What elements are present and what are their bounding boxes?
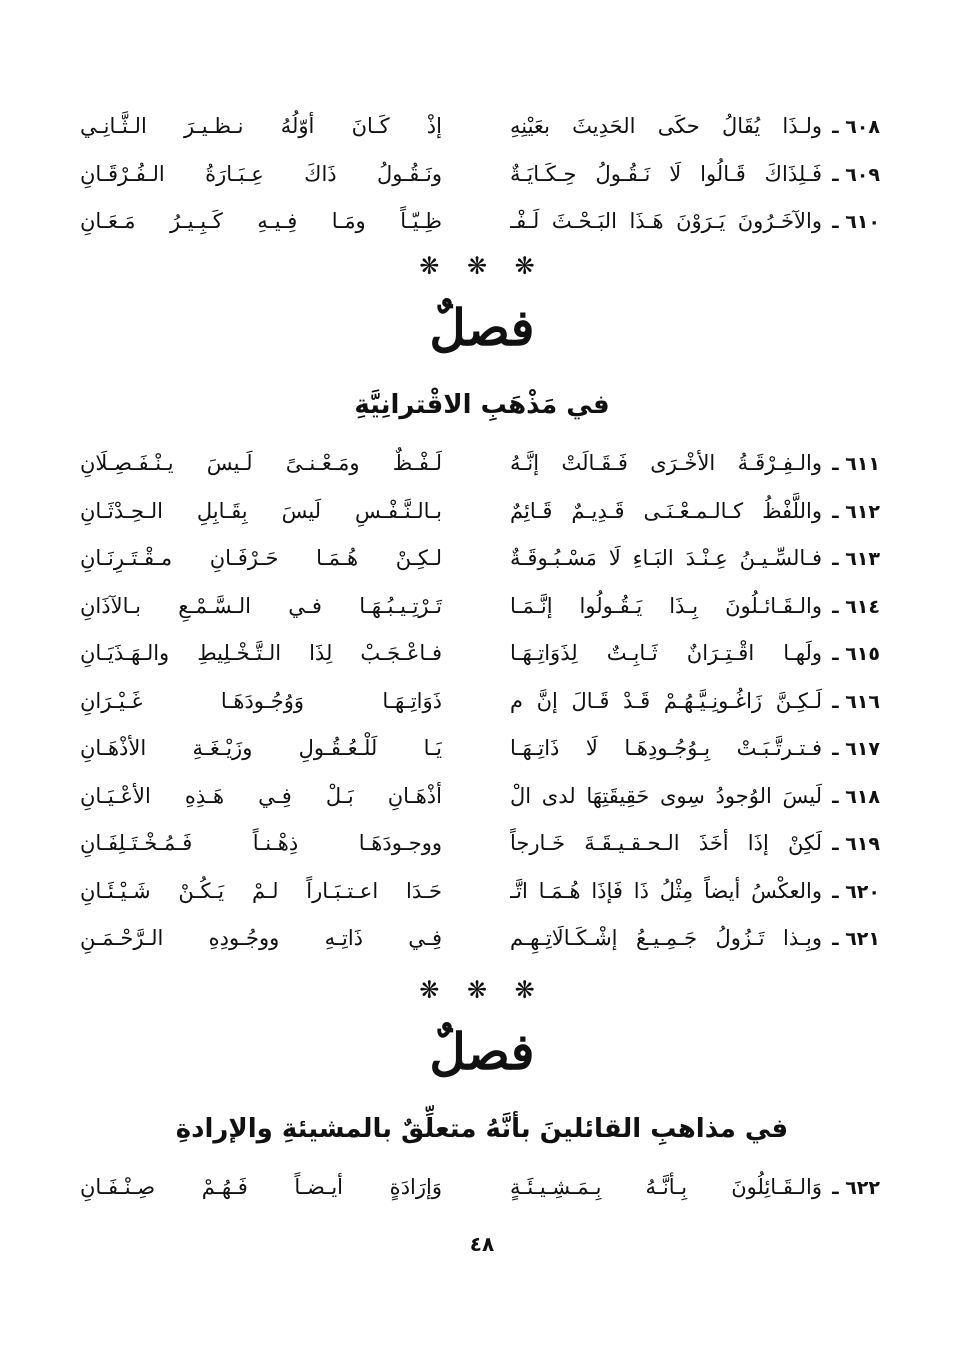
verse-second-hemistich: أذْهَـانِ بَـلْ فِـي هَـذِهِ الأعْـيَـانِ — [80, 783, 442, 808]
verse-second-hemistich: يَـا لَلْـعُـقُـولِ وزَيْـغَـةِ الأذْهَـانِ — [80, 736, 442, 760]
verse-622 — [80, 1164, 880, 1212]
verse-second-hemistich: لـكِـنْ هُـمَـا حَـرْفَـانِ مـقْـتَـرِنَـانِ — [80, 546, 442, 570]
verse-number: ٦١٧ ـ — [832, 738, 880, 760]
verse-block-2 — [80, 440, 880, 963]
verse-first-hemistich: لَيسَ الوُجودُ سِوى حَقِيقَتِهَا لدى الْ — [510, 783, 822, 808]
verse-second-hemistich: ذَوَاتِـهَـا وَوُجُـودَهَـا غَـيْـرَانِ — [80, 688, 442, 713]
verse-first-hemistich: والـقَـائـلُونَ بِـذَا يَـقُـولُوا إنَّـمَـا — [510, 593, 822, 618]
section-separator-stars: ❋ ❋ ❋ — [419, 976, 545, 1004]
verse-613 — [80, 535, 880, 583]
verse-second-hemistich: بـالـنَّـفْـسِ لَيسَ بِقَـابِلِ الـحِـدْثَـانِ — [80, 498, 442, 523]
verse-number: ٦١٦ ـ — [832, 690, 880, 713]
verse-621 — [80, 915, 880, 963]
verse-first-hemistich: لَكِنْ إذَا أخَذَ الـحـقـيـقَـةَ خَـارجاً — [510, 831, 822, 855]
verse-block-1 — [80, 103, 880, 246]
verse-second-hemistich: تَـرْتِـيـبُـهَـا فـي الـسَّـمْـعِ بـالآذَانِ — [80, 593, 442, 618]
verse-617 — [80, 725, 880, 773]
verse-608 — [80, 103, 880, 151]
verse-first-hemistich: وَالـقَـائِلُونَ بِـأنَّـهُ بِـمَـشِـيـئَـةٍ — [510, 1175, 822, 1199]
verse-second-hemistich: إذْ كَـانَ أوّلُهُ نـظـيـرَ الـثَّـانِـي — [80, 114, 442, 138]
verse-first-hemistich: واللَّفْظُ كـالـمـعْـنَـى قَـدِيـمٌ قَـائِمٌ — [510, 498, 822, 523]
section-heading-fasl: فصلٌ — [429, 1022, 535, 1081]
verse-number: ٦٢٠ ـ — [832, 880, 880, 903]
verse-first-hemistich: فَـلِذَاكَ قَـالُوا لَا نَـقُـولُ حِـكَـايَـةٌ — [510, 161, 822, 186]
verse-second-hemistich: ونَـقُـولُ ذَاكَ عِـبَـارَةُ الـفُـرْقَـانِ — [80, 161, 442, 186]
verse-number: ٦١١ ـ — [832, 453, 880, 475]
verse-first-hemistich: والآخَـرُونَ يَـرَوْنَ هَـذَا البَـحْـثَ لَـفْـ — [510, 209, 822, 233]
verse-612 — [80, 488, 880, 536]
verse-first-hemistich: ولَهـا اقْـتِـرَانٌ ثَـابِـتٌ لِذَوَاتِـهَـا — [510, 641, 822, 665]
verse-number: ٦١٢ ـ — [832, 500, 880, 523]
verse-615 — [80, 630, 880, 678]
verse-number: ٦١٣ ـ — [832, 548, 880, 570]
verse-number: ٦١٨ ـ — [832, 785, 880, 808]
verse-number: ٦٢٢ ـ — [832, 1177, 880, 1199]
verse-number: ٦١٠ ـ — [832, 211, 880, 233]
verse-second-hemistich: وَإرَادَةٍ أيـضـاً فَـهُـمْ صِـنْـفَـانِ — [80, 1175, 442, 1199]
verse-610 — [80, 198, 880, 246]
section-heading-fasl: فصلٌ — [429, 298, 535, 357]
verse-second-hemistich: فِـي ذَاتِـهِ ووجُـودِهِ الـرَّحْـمَـنِ — [80, 926, 442, 950]
verse-number: ٦١٥ ـ — [832, 643, 880, 665]
verse-block-3 — [80, 1164, 880, 1212]
verse-618 — [80, 773, 880, 821]
verse-number: ٦٢١ ـ — [832, 928, 880, 950]
verse-609 — [80, 151, 880, 199]
verse-616 — [80, 678, 880, 726]
verse-619 — [80, 820, 880, 868]
verse-second-hemistich: فـاعْـجَـبْ لِذَا الـتَّـخْـلِيطِ والـهَـذَيَـانِ — [80, 641, 442, 665]
verse-first-hemistich: وبِـذا تَـزُولُ جَـمِـيـعُ إشْـكَـالَاتِـهِـم — [510, 926, 822, 950]
verse-620 — [80, 868, 880, 916]
verse-number: ٦٠٩ ـ — [832, 163, 880, 186]
section-separator-stars: ❋ ❋ ❋ — [419, 252, 545, 280]
verse-first-hemistich: والعكْسُ أيضاً مِثْلُ ذَا فَإذَا هُـمَـا اتَّـ — [510, 878, 822, 903]
verse-number: ٦١٤ ـ — [832, 595, 880, 618]
verse-611 — [80, 440, 880, 488]
verse-second-hemistich: ووجـودَهَـا ذِهْـنـاً فَـمُـخْـتَـلِفَـانِ — [80, 831, 442, 855]
verse-first-hemistich: والـفِـرْقَـةُ الأخْـرَى فَـقَـالَتْ إنَّـهُ — [510, 451, 822, 475]
verse-first-hemistich: فـتـرتَّـبَـتْ بِـوُجُـودِهَـا لَا ذَاتِـهَـا — [510, 736, 822, 760]
verse-number: ٦٠٨ ـ — [832, 116, 880, 138]
verse-number: ٦١٩ ـ — [832, 833, 880, 855]
verse-first-hemistich: فـالسِّـيـنُ عِـنْـدَ البَـاءِ لَا مَسْـبُـوقَـةٌ — [510, 546, 822, 570]
verse-second-hemistich: لَـفْـظٌ ومَـعْـنـىً لَـيسَ يـنْـفَـصِـلَانِ — [80, 451, 442, 475]
page-number: ٤٨ — [469, 1232, 495, 1256]
verse-first-hemistich: ولـذَا يُقَالُ حكَى الحَدِيثَ بعَيْنِهِ — [510, 114, 822, 138]
verse-second-hemistich: ظِـيّـاً ومَـا فِـيـهِ كَـبِـيـرُ مَـعَـانِ — [80, 209, 442, 233]
section-title: في مَذْهَبِ الاقْترانِيَّةِ — [354, 390, 610, 420]
verse-second-hemistich: حَـدَا اعـتـبَـاراً لـمْ يَـكُـنْ شَـيْـئَـانِ — [80, 878, 442, 903]
verse-first-hemistich: لَـكِـنَّ زَاغُـونِـيَّـهُـمْ قَـدْ قَـالَ إنَّ م — [510, 688, 822, 713]
verse-614 — [80, 583, 880, 631]
section-title: في مذاهبِ القائلينَ بأنَّهُ متعلِّقٌ بالمشيئةِ والإرادةِ — [175, 1114, 789, 1144]
